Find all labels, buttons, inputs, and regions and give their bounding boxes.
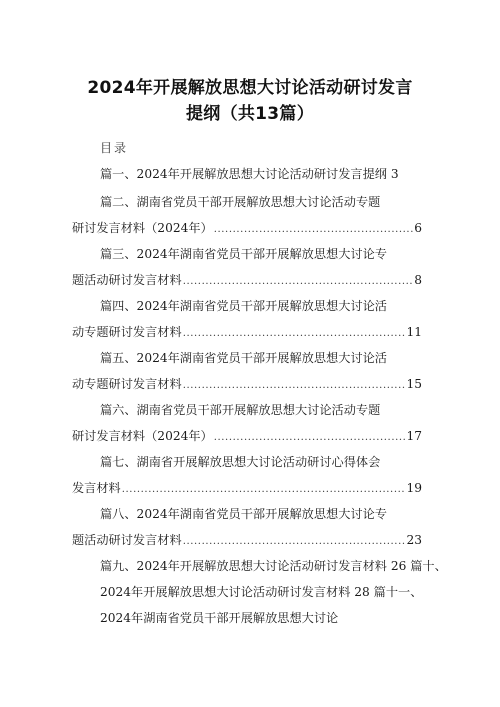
toc-entry-7-title[interactable]: 篇七、湖南省开展解放思想大讨论活动研讨心得体会 [100, 455, 381, 469]
toc-entry-7-page: 19 [406, 481, 422, 495]
toc-entry-3-title[interactable]: 篇三、2024年湖南省党员干部开展解放思想大讨论专 [100, 247, 387, 261]
toc-entry-5-text: 动专题研讨发言材料 [72, 377, 182, 391]
toc-entry-3-page: 8 [414, 273, 422, 287]
toc-heading: 目录 [100, 141, 129, 155]
toc-entry-5-page: 15 [406, 377, 422, 391]
toc-entry-4-cont[interactable] [72, 324, 422, 342]
toc-entry-2-text: 研讨发言材料（2024年） [72, 221, 213, 235]
dot-leader [183, 378, 406, 394]
toc-entry-2-title[interactable]: 篇二、湖南省党员干部开展解放思想大讨论活动专题 [100, 195, 381, 209]
toc-entry-6-page: 17 [406, 429, 422, 443]
toc-entry-3-text: 题活动研讨发言材料 [72, 273, 182, 287]
dot-leader [214, 222, 414, 238]
toc-entry-3-cont[interactable] [72, 272, 422, 290]
toc-entry-6-text: 研讨发言材料（2024年） [72, 429, 213, 443]
toc-entry-7-cont[interactable] [72, 480, 422, 498]
toc-entry-5-cont[interactable] [72, 376, 422, 394]
toc-entry-5-title[interactable]: 篇五、2024年湖南省党员干部开展解放思想大讨论活 [100, 351, 387, 365]
toc-entry-4-page: 11 [406, 325, 422, 339]
toc-entry-8-cont[interactable] [72, 532, 422, 550]
toc-entry-2-page: 6 [414, 221, 422, 235]
dot-leader [122, 482, 406, 498]
toc-entry-6-title[interactable]: 篇六、湖南省党员干部开展解放思想大讨论活动专题 [100, 403, 381, 417]
dot-leader [183, 534, 406, 550]
toc-entry-8-title[interactable]: 篇八、2024年湖南省党员干部开展解放思想大讨论专 [100, 507, 387, 521]
toc-entry-6-cont[interactable] [72, 428, 422, 446]
toc-tail-line-3[interactable]: 2024年湖南省党员干部开展解放思想大讨论 [100, 611, 339, 625]
toc-entry-8-text: 题活动研讨发言材料 [72, 533, 182, 547]
toc-entry-1-line[interactable]: 篇一、2024年开展解放思想大讨论活动研讨发言提纲 3 [100, 167, 399, 181]
document-title-line-2: 提纲（共13篇） [185, 104, 315, 124]
toc-entry-8-page: 23 [406, 533, 422, 547]
toc-entry-2-cont[interactable] [72, 220, 422, 238]
document-title-line-1: 2024年开展解放思想大讨论活动研讨发言 [87, 78, 413, 98]
dot-leader [183, 326, 406, 342]
toc-entry-4-title[interactable]: 篇四、2024年湖南省党员干部开展解放思想大讨论活 [100, 299, 387, 313]
toc-tail-line-2[interactable]: 2024年开展解放思想大讨论活动研讨发言材料 28 篇十一、 [100, 585, 423, 599]
toc-tail-line-1[interactable]: 篇九、2024年开展解放思想大讨论活动研讨发言材料 26 篇十、 [100, 559, 447, 573]
dot-leader [214, 430, 406, 446]
toc-entry-4-text: 动专题研讨发言材料 [72, 325, 182, 339]
dot-leader [183, 274, 414, 290]
toc-entry-7-text: 发言材料 [72, 481, 121, 495]
